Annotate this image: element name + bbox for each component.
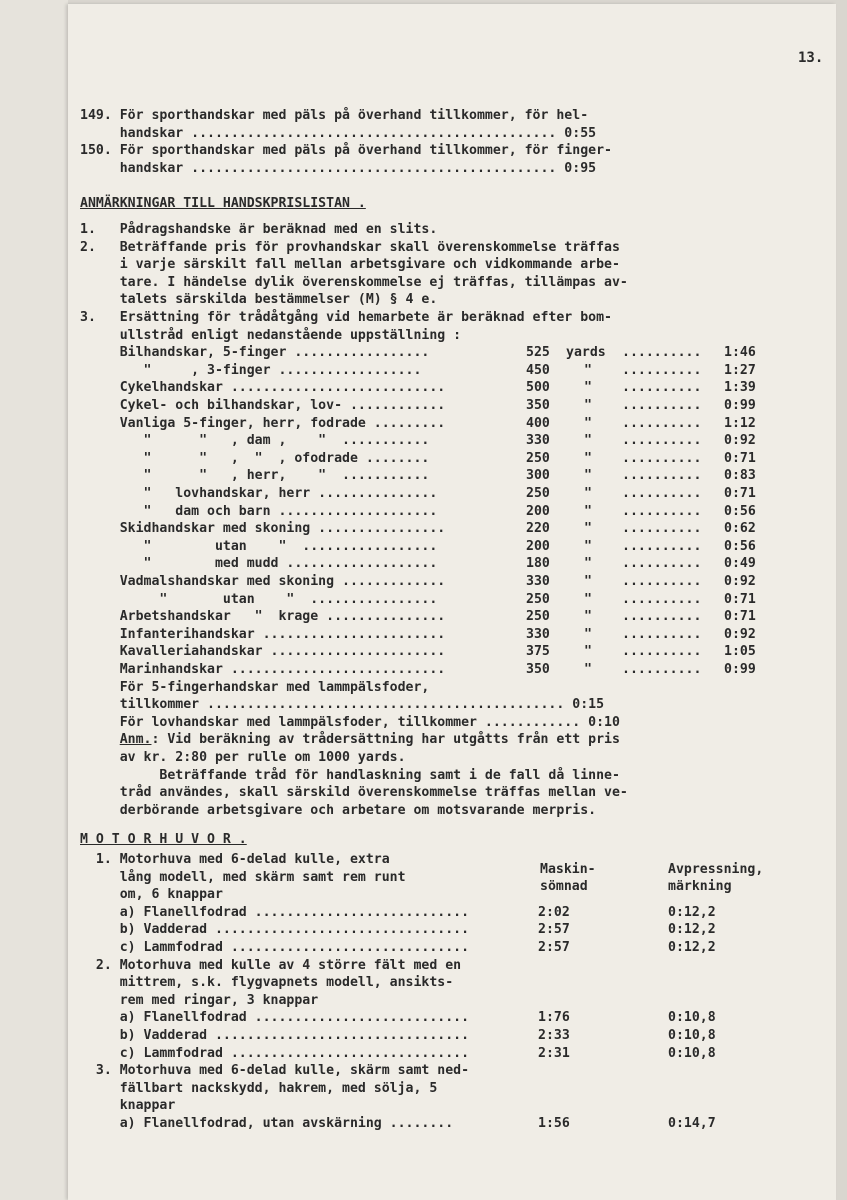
motor-item-text: 2. Motorhuva med kulle av 4 större fält med en <box>80 957 462 973</box>
table-row-name: Skidhandskar med skoning ................ <box>80 521 446 537</box>
table-row-yards: 330 <box>526 433 550 449</box>
table-row-unit: " <box>584 538 592 554</box>
table-row-name: " " , " , ofodrade ........ <box>80 450 430 466</box>
table-row-name: Vanliga 5-finger, herr, fodrade ......... <box>80 415 446 431</box>
page-number: 13. <box>798 50 824 66</box>
table-row-dots: .......... <box>622 538 702 554</box>
motor-row-press: 0:10,8 <box>668 1010 716 1026</box>
table-row-price: 1:46 <box>724 345 756 361</box>
table-row-price: 1:39 <box>724 380 756 396</box>
motor-row-machine: 1:76 <box>538 1010 570 1026</box>
motor-item-text: rem med ringar, 3 knappar <box>80 992 319 1008</box>
table-row-name: " dam och barn .................... <box>80 503 438 519</box>
table-row-dots: .......... <box>622 556 702 572</box>
table-row-yards: 330 <box>526 574 550 589</box>
table-row-name: " lovhandskar, herr ............... <box>80 486 438 501</box>
table-row-yards: 300 <box>526 468 550 484</box>
motor-row-label: c) Lammfodrad .............................. <box>80 1045 470 1061</box>
table-row-yards: 350 <box>526 398 550 413</box>
annotation-line: 1. Pådragshandske är beräknad med en slits. <box>80 222 438 237</box>
table-row-price: 0:49 <box>724 556 756 572</box>
table-row-unit: " <box>584 521 592 537</box>
table-row-name: Bilhandskar, 5-finger ................. <box>80 345 430 361</box>
motor-row-press: 0:12,2 <box>668 904 716 920</box>
motor-row-press: 0:10,8 <box>668 1028 716 1043</box>
anm-line: av kr. 2:80 per rulle om 1000 yards. <box>80 750 406 765</box>
table-row-dots: .......... <box>622 626 702 642</box>
motor-row-machine: 2:33 <box>538 1028 570 1043</box>
motor-row-press: 0:14,7 <box>668 1116 716 1131</box>
table-row-name: Marinhandskar ........................... <box>80 662 446 677</box>
table-row-price: 0:83 <box>724 468 756 484</box>
table-row-unit: " <box>584 433 592 449</box>
adjacent-page-edge <box>0 0 68 1200</box>
table-row-yards: 525 <box>526 345 550 361</box>
table-row-dots: .......... <box>622 398 702 413</box>
table-row-yards: 250 <box>526 486 550 501</box>
motor-row-label: b) Vadderad ................................ <box>80 922 470 938</box>
anm-line <box>80 732 620 748</box>
table-row-price: 0:71 <box>724 450 756 466</box>
table-row-price: 0:56 <box>724 538 756 554</box>
table-row-dots: .......... <box>622 644 702 660</box>
table-row-price: 0:92 <box>724 433 756 449</box>
motor-item-text: knappar <box>80 1098 176 1114</box>
table-row-dots: .......... <box>622 486 702 501</box>
motor-item-text: mittrem, s.k. flygvapnets modell, ansikts- <box>80 975 454 991</box>
table-row-unit: " <box>584 380 592 396</box>
table-row-name: " " , dam , " ........... <box>80 433 430 449</box>
table-row-unit: " <box>584 609 592 625</box>
table-row-name: " utan " ................ <box>80 591 438 607</box>
item-line: 150. För sporthandskar med päls på överhand tillkommer, för finger- <box>80 143 612 159</box>
column-header-machine: Maskin- <box>540 862 596 877</box>
table-row-price: 0:62 <box>724 521 756 537</box>
table-row-unit: " <box>584 450 592 466</box>
table-row-unit: yards <box>566 345 606 361</box>
table-row-yards: 500 <box>526 380 550 396</box>
motor-row-machine: 2:57 <box>538 922 570 938</box>
table-row-dots: .......... <box>622 503 702 519</box>
table-row-name: Cykelhandskar ........................... <box>80 380 446 396</box>
table-row-name: Arbetshandskar " krage ............... <box>80 609 446 625</box>
table-row-yards: 250 <box>526 591 550 607</box>
table-row-price: 0:92 <box>724 574 756 589</box>
motor-row-label: c) Lammfodrad .............................. <box>80 940 470 955</box>
table-row-name: Kavalleriahandskar ...................... <box>80 644 446 660</box>
table-row-name: " " , herr, " ........... <box>80 468 430 484</box>
annotation-line: ullstråd enligt nedanstående uppställning : <box>80 327 462 343</box>
motor-row-machine: 2:31 <box>538 1045 570 1061</box>
table-row-yards: 450 <box>526 362 550 378</box>
table-row-dots: .......... <box>622 591 702 607</box>
item-line: handskar .............................................. 0:55 <box>80 125 597 141</box>
annotation-line: talets särskilda bestämmelser (M) § 4 e. <box>80 292 438 308</box>
anm-line: tråd användes, skall särskild överenskommelse träffas mellan ve- <box>80 785 628 801</box>
motor-row-label: b) Vadderad ................................ <box>80 1028 470 1043</box>
table-row-name: Infanterihandskar ....................... <box>80 626 446 642</box>
table-row-price: 1:27 <box>724 362 756 378</box>
table-row-price: 0:71 <box>724 486 756 501</box>
annotation-line: i varje särskilt fall mellan arbetsgivare och vidkommande arbe- <box>80 257 620 273</box>
lamb-line: För 5-fingerhandskar med lammpälsfoder, <box>80 679 430 695</box>
table-row-dots: .......... <box>622 380 702 396</box>
table-row-name: Cykel- och bilhandskar, lov- ............ <box>80 398 446 413</box>
table-row-yards: 250 <box>526 450 550 466</box>
annotation-line: 2. Beträffande pris för provhandskar skall överenskommelse träffas <box>80 239 620 255</box>
table-row-price: 0:71 <box>724 591 756 607</box>
table-row-dots: .......... <box>622 362 702 378</box>
table-row-unit: " <box>584 486 592 501</box>
table-row-dots: .......... <box>622 574 702 589</box>
table-row-unit: " <box>584 415 592 431</box>
table-row-price: 0:99 <box>724 398 756 413</box>
table-row-yards: 200 <box>526 538 550 554</box>
table-row-unit: " <box>584 626 592 642</box>
motor-row-label: a) Flanellfodrad ........................... <box>80 904 470 920</box>
table-row-yards: 375 <box>526 644 550 660</box>
motor-row-machine: 2:57 <box>538 940 570 955</box>
motor-item-text: 3. Motorhuva med 6-delad kulle, skärm samt ned- <box>80 1063 470 1079</box>
anm-line: derbörande arbetsgivare och arbetare om motsvarande merpris. <box>80 802 597 818</box>
table-row-name: " med mudd ................... <box>80 556 438 572</box>
table-row-unit: " <box>584 662 592 677</box>
anm-line: Beträffande tråd för handlaskning samt i de fall då linne- <box>80 767 620 783</box>
column-header-machine: sömnad <box>540 879 588 894</box>
annotation-line: tare. I händelse dylik överenskommelse ej träffas, tillämpas av- <box>80 274 628 290</box>
table-row-yards: 330 <box>526 626 550 642</box>
table-row-yards: 350 <box>526 662 550 677</box>
table-row-price: 0:71 <box>724 609 756 625</box>
table-row-dots: .......... <box>622 662 702 677</box>
table-row-name: " , 3-finger .................. <box>80 362 422 378</box>
table-row-unit: " <box>584 362 592 378</box>
table-row-price: 0:92 <box>724 626 756 642</box>
motor-item-text: lång modell, med skärm samt rem runt <box>80 869 406 885</box>
table-row-unit: " <box>584 468 592 484</box>
table-row-yards: 200 <box>526 503 550 519</box>
table-row-dots: .......... <box>622 415 702 431</box>
table-row-yards: 400 <box>526 415 550 431</box>
table-row-price: 0:99 <box>724 662 756 677</box>
motor-item-text: 1. Motorhuva med 6-delad kulle, extra <box>80 852 390 867</box>
motor-row-machine: 2:02 <box>538 904 570 920</box>
table-row-unit: " <box>584 644 592 660</box>
section-heading: ANMÄRKNINGAR TILL HANDSKPRISLISTAN . <box>80 196 366 211</box>
motor-item-text: om, 6 knappar <box>80 887 223 903</box>
lamb-line: tillkommer ............................................. 0:15 <box>80 697 605 713</box>
motor-row-press: 0:10,8 <box>668 1045 716 1061</box>
motor-row-machine: 1:56 <box>538 1116 570 1131</box>
table-row-unit: " <box>584 398 592 413</box>
motor-row-label: a) Flanellfodrad ........................... <box>80 1010 470 1026</box>
lamb-line: För lovhandskar med lammpälsfoder, tillkommer ............ 0:10 <box>80 714 620 730</box>
table-row-yards: 250 <box>526 609 550 625</box>
motor-row-label: a) Flanellfodrad, utan avskärning ........ <box>80 1116 454 1131</box>
item-line: handskar .............................................. 0:95 <box>80 160 597 176</box>
table-row-unit: " <box>584 556 592 572</box>
anm-text: : Vid beräkning av trådersättning har utgåtts från ett pris <box>151 732 620 748</box>
motor-row-press: 0:12,2 <box>668 940 716 955</box>
table-row-yards: 180 <box>526 556 550 572</box>
table-row-unit: " <box>584 503 592 519</box>
table-row-price: 1:12 <box>724 415 756 431</box>
table-row-price: 1:05 <box>724 644 756 660</box>
table-row-name: " utan " ................. <box>80 538 438 554</box>
anm-label: Anm. <box>119 732 152 748</box>
table-row-dots: .......... <box>622 433 702 449</box>
section-heading: M O T O R H U V O R . <box>80 832 247 847</box>
motor-item-text: fällbart nackskydd, hakrem, med sölja, 5 <box>80 1080 438 1096</box>
table-row-unit: " <box>584 591 592 607</box>
table-row-yards: 220 <box>526 521 550 537</box>
table-row-dots: .......... <box>622 450 702 466</box>
item-line: 149. För sporthandskar med päls på överhand tillkommer, för hel- <box>80 108 589 123</box>
table-row-dots: .......... <box>622 521 702 537</box>
table-row-unit: " <box>584 574 592 589</box>
table-row-price: 0:56 <box>724 503 756 519</box>
annotation-line: 3. Ersättning för trådåtgång vid hemarbete är beräknad efter bom- <box>80 310 612 325</box>
table-row-dots: .......... <box>622 468 702 484</box>
column-header-press: Avpressning, <box>668 862 764 877</box>
table-row-dots: .......... <box>622 609 702 625</box>
table-row-dots: .......... <box>622 345 702 361</box>
motor-row-press: 0:12,2 <box>668 922 716 938</box>
table-row-name: Vadmalshandskar med skoning ............. <box>80 574 446 589</box>
column-header-press: märkning <box>668 879 732 894</box>
